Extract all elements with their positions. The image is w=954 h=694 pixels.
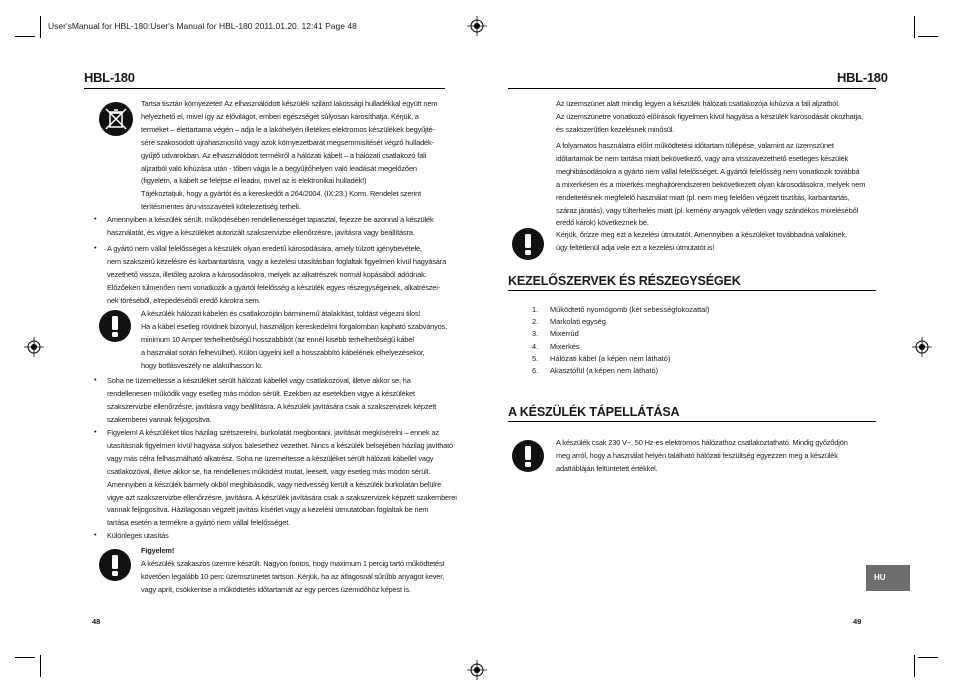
text-line: minimum 10 Amper terhelhetőségű hosszabbítót (az ennél kisebb terhelhetőségű kábel xyxy=(141,334,414,344)
crop-mark xyxy=(918,657,938,658)
text-line: térítésmentes áru-visszavételi kötelezettség terheli. xyxy=(141,202,301,212)
text-line: A gyártó nem vállal felelősséget a készülék olyan eredetű károsodására, amely túlzott igénybevétele, xyxy=(107,244,422,253)
crop-mark xyxy=(914,16,915,38)
text-line: nem szakszerű kezelésre és karbantartásra, vagy a kezelési utasításban foglaltak figyelmen kívül hagyására xyxy=(107,256,447,266)
text-line: Amennyiben a készülék sérült, működésében rendellenességet tapasztal, fejezze be azonnal a készülék xyxy=(107,215,434,224)
text-line: eredő károk) következnek be. xyxy=(556,218,649,228)
environment-notice xyxy=(141,98,437,214)
warning-title: Figyelem! xyxy=(141,546,175,555)
text-line: utasításnak figyelmen kívül hagyása súlyos balesethez vezethet. Nincs a készülék belsejében házilag javítható xyxy=(107,440,454,450)
list-item: 4. Mixerkés xyxy=(532,341,580,351)
section-title-controls: KEZELŐSZERVEK ÉS RÉSZEGYSÉGEK xyxy=(508,274,741,288)
text-line: meg arról, hogy a használat helyén található hálózati feszültség egyezzen meg a készülék xyxy=(556,450,838,460)
header-rule-right xyxy=(508,88,876,89)
text-line: Előzőeken túlmenően nem vonatkozik a gyártói felelősség a készülék egyes részegységeinek, alkatrészei- xyxy=(107,282,441,292)
list-item: 6. Akasztófül (a képen nem látható) xyxy=(532,366,659,376)
text-line: Tájékoztatjuk, hogy a gyártót és a kereskedőt a 264/2004. (IX:23.) Korm. Rendelet szerint xyxy=(141,189,421,199)
text-line: A készülék csak 230 V~, 50 Hz-es elektromos hálózathoz csatlakoztatható. Mindig győződjön xyxy=(556,438,848,447)
text-line: követően legalább 10 perc üzemszünetet tartson. Kérjük, ha az átlagosnál sűrűbb anyagot kever, xyxy=(141,571,445,581)
text-line: használatát, és vigye a készüléket autorizált szakszervizbe ellenőrzésre, javításra vagy beállításra. xyxy=(107,227,415,237)
text-line: hogy botlásveszély ne alakulhasson ki. xyxy=(141,360,263,370)
text-line: időtartamok be nem tartása miatt bekövetkező, vagy arra visszavezethető esetleges készülék xyxy=(556,153,849,163)
registration-mark-icon xyxy=(467,16,487,36)
text-line: adattábláján feltüntetett értékkel. xyxy=(556,463,658,473)
crop-mark xyxy=(40,16,41,38)
list-item: 5. Hálózati kábel (a képen nem látható) xyxy=(532,353,671,363)
print-slug: User'sManual for HBL-180:User's Manual for HBL-180 2011.01.20. 12:41 Page 48 xyxy=(48,21,357,31)
bullet-dot: • xyxy=(94,214,97,223)
text-line: A folyamatos használatra előírt működtetési időtartam túllépése, valamint az üzemszünet xyxy=(556,141,834,150)
text-line: vagy aprít, csökkentse a működtetés időtartamát az egy perces üzemidőhöz képest is. xyxy=(141,584,411,594)
pause-instruction xyxy=(556,98,863,137)
text-line: (figyelem, a kábelt se felejtse el leadni, mivel az is elektronikai hulladék!) xyxy=(141,176,367,186)
text-line: A készülék szakaszos üzemre készült. Nagyon fontos, hogy maximum 1 percig tartó működtetést xyxy=(141,558,445,568)
header-rule-left xyxy=(84,88,445,89)
exclamation-icon xyxy=(99,549,131,581)
bullet-dot: • xyxy=(94,530,97,539)
text-line: úgy feltétlenül adja vele ezt a kezelési útmutatót is! xyxy=(556,242,715,252)
text-line: terméket – élettartama végén – adja le a lakóhelyén illetékes elektromos készülékek begyűjté- xyxy=(141,124,435,134)
exclamation-icon xyxy=(512,440,544,472)
model-header-right: HBL-180 xyxy=(837,70,888,85)
text-line: Ha a kábel esetleg rövidnek bizonyul, használjon kereskedelmi forgalomban kapható szabványos, xyxy=(141,321,448,331)
exclamation-icon xyxy=(99,310,131,342)
operating-time-notice xyxy=(556,140,865,230)
parts-list xyxy=(532,304,709,377)
text-line: tartása esetén a termékre a gyártó nem vállal felelősséget. xyxy=(107,518,290,528)
damaged-cable-instruction xyxy=(107,375,436,427)
section-rule xyxy=(508,290,876,291)
registration-mark-icon xyxy=(912,337,932,357)
bullet-dot: • xyxy=(94,243,97,252)
bullet-dot: • xyxy=(94,375,97,384)
page-number-right: 49 xyxy=(853,617,862,626)
text-line: a használat során felhevülhet). Külön ügyelni kell a hosszabbító kábelének elhelyezésekor, xyxy=(141,347,425,357)
text-line: vannak feljogosítva. Házilagosan végzett javítási kísérlet vagy a kezelési útmutatóban foglaltak be nem xyxy=(107,505,429,515)
cable-warning xyxy=(141,308,447,373)
text-line: szakemberei vannak feljogosítva. xyxy=(107,414,212,424)
text-line: Az üzemszünet alatt mindig legyen a készülék hálózati csatlakozója kihúzva a fali aljzatból. xyxy=(556,99,840,108)
text-line: vigye azt szakszervizbe ellenőrzésre, javításra. A készülék javítására csak a szakszervizek képzett szakemberei xyxy=(107,492,457,502)
text-line: Amennyiben a készülék bármely okból meghibásodik, vagy nedvesség került a készülék burkolatán belülre xyxy=(107,479,442,489)
text-line: Figyelem! A készüléket tilos házilag szétszerelni, burkolatát megbontani, javítását megkísérelni – ennek az xyxy=(107,428,439,437)
text-line: Az üzemszünetre vonatkozó előírások figyelmen kívül hagyása a készülék károsodását okozhatja, xyxy=(556,111,863,121)
text-line: vezethető vissza, illetőleg azokra a károsodásokra, melyek az alkatrészek normál kopásából adódnak. xyxy=(107,269,427,279)
text-line: szakszervizbe ellenőrzésre, javításra vagy beállításra. A készülék javítására csak a szakszervizek képzett xyxy=(107,401,437,411)
text-line: rendeltetésnek megfelelő használat miatt (pl. nem meg felelően végzett tisztítás, karbantartás, xyxy=(556,192,850,202)
text-line: A készülék hálózati kábelén és csatlakozóján bárminemű átalakítást, toldást végezni tilos! xyxy=(141,309,421,318)
bullet-dot: • xyxy=(94,427,97,436)
text-line: és szakszerűtlen kezelésnek minősül. xyxy=(556,124,675,134)
crop-mark xyxy=(914,655,915,677)
keep-manual-warning xyxy=(556,229,847,255)
text-line: Soha ne üzemeltesse a készüléket sérült hálózati kábellel vagy csatlakozóval, illetve akkor se, ha xyxy=(107,376,411,385)
crop-mark xyxy=(40,655,41,677)
text-line: a mixerkésen és a mixerkés meghajtórendszeren bekövetkezett olyan károsodásokra, melyek nem xyxy=(556,179,866,189)
text-line: rendellenesen működik vagy esetleg más módon sérült. Ezekben az esetekben vigye a készüléket xyxy=(107,388,415,398)
power-supply-notice xyxy=(556,437,848,476)
crop-mark xyxy=(918,36,938,37)
text-line: nek töréséből, elrepedéséből eredő károkra sem. xyxy=(107,295,261,305)
disassembly-warning xyxy=(107,427,457,530)
liability-instruction xyxy=(107,243,446,308)
special-instruction-label: Különleges utasítás xyxy=(107,531,169,540)
text-line: sére szakosodott újrahasznosító vagy azok környezetbarát megsemmisítését végző hulladék- xyxy=(141,137,434,147)
text-line: helyezhető el, mivel így az élővilágot, emberi egészséget súlyosan károsíthatja. Kérjük, a xyxy=(141,111,419,121)
list-item: 1. Működtető nyomógomb (két sebességfokozattal) xyxy=(532,305,710,314)
text-line: meghibásodásokra a gyártó nem vállal felelősséget. A gyártói felelősség nem vonatkozik továbbá xyxy=(556,166,860,176)
text-line: Kérjük, őrizze meg ezt a kezelési útmutatót. Amennyiben a készüléket továbbadná valakinek, xyxy=(556,230,847,239)
registration-mark-icon xyxy=(24,337,44,357)
page-number-left: 48 xyxy=(92,617,101,626)
registration-mark-icon xyxy=(467,660,487,680)
text-line: Tartsa tisztán környezetét! Az elhasználódott készülék szilárd lakossági hulladékkal együtt nem xyxy=(141,99,438,108)
crop-mark xyxy=(15,36,35,37)
text-line: vagy más célra felhasználható alkatrész. Soha ne üzemeltesse a készüléket sérült hálózati kábellel vagy xyxy=(107,453,434,463)
text-line: száraz járatás), vagy túlterhelés miatt (pl. kemény anyagok véletlen vagy szándékos mixeléséből xyxy=(556,205,859,215)
text-line: csatlakozóval, illetve akkor se, ha rendellenes működést mutat, leesett, vagy esetleg más módon sérült. xyxy=(107,466,431,476)
exclamation-icon xyxy=(512,228,544,260)
crop-mark xyxy=(15,657,35,658)
list-item: 2. Markolati egység xyxy=(532,317,606,327)
section-rule xyxy=(508,421,876,422)
model-header-left: HBL-180 xyxy=(84,70,135,85)
crossed-out-bin-icon xyxy=(99,102,133,136)
section-title-power: A KÉSZÜLÉK TÁPELLÁTÁSA xyxy=(508,405,680,419)
language-tab: HU xyxy=(866,565,910,591)
text-line: aljzatból való kihúzása után - tőben vágja le a begyűjtőhelyen való leadását megelőzően xyxy=(141,163,417,173)
duty-cycle-warning xyxy=(141,545,444,597)
list-item: 3. Mixerrúd xyxy=(532,329,579,339)
text-line: gyűjtő udvarokban. Az elhasználódott termékről a hálózati kábelt – a hálózati csatlakozó fali xyxy=(141,150,427,160)
damage-instruction xyxy=(107,214,434,240)
